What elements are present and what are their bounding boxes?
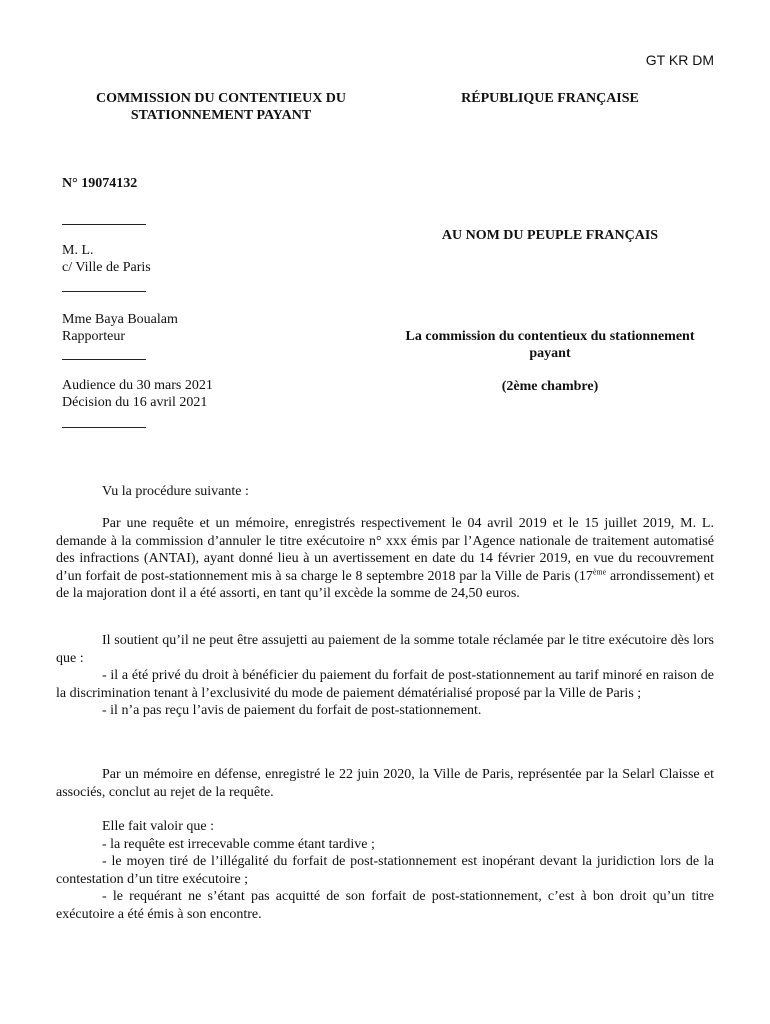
republic-header: RÉPUBLIQUE FRANÇAISE <box>461 91 639 106</box>
au-nom-heading: AU NOM DU PEUPLE FRANÇAIS <box>441 228 659 243</box>
decision-date: Décision du 16 avril 2021 <box>62 395 208 410</box>
intro-text: Vu la procédure suivante : <box>102 484 249 499</box>
chamber-heading: (2ème chambre) <box>501 379 599 394</box>
argument-item: - il n’a pas reçu l’avis de paiement du forfait de post-stationnement. <box>102 703 482 718</box>
defense-item: - le moyen tiré de l’illégalité du forfait de post-stationnement est inopérant devant la juridiction lors de la contestation d’un titre exécutoire ; <box>56 854 714 887</box>
separator <box>62 224 146 225</box>
request-text <box>56 515 714 603</box>
party-claimant: M. L. <box>62 243 94 258</box>
defense-intro: Elle fait valoir que : <box>102 819 214 834</box>
commission-line-1: COMMISSION DU CONTENTIEUX DU <box>95 91 347 106</box>
commission-body-line-1: La commission du contentieux du stationnement <box>405 329 695 344</box>
hearing-date: Audience du 30 mars 2021 <box>62 378 213 393</box>
commission-body-line-2: payant <box>529 346 571 361</box>
commission-header <box>62 90 380 124</box>
defense-text: Par un mémoire en défense, enregistré le 22 juin 2020, la Ville de Paris, représentée par la Selarl Claisse et associés, conclut au rejet de la requête. <box>56 767 714 800</box>
dates-block <box>62 377 213 411</box>
rapporteur-role: Rapporteur <box>62 329 125 344</box>
procedure-intro <box>56 483 714 501</box>
case-number: N° 19074132 <box>62 176 138 191</box>
paragraph-request <box>56 515 714 603</box>
paragraph-defense <box>56 766 714 801</box>
commission-line-2: STATIONNEMENT PAYANT <box>130 108 312 123</box>
commission-body-heading <box>385 328 715 362</box>
separator <box>62 359 146 360</box>
document-code: GT KR DM <box>645 52 714 68</box>
request-superscript: ème <box>592 566 607 576</box>
separator <box>62 427 146 428</box>
request-text-part-2: arrondissement) et de la majoration dont il a été assorti, en tant qu’il excède la somme de 24,50 euros. <box>56 568 715 601</box>
defense-item: - la requête est irrecevable comme étant tardive ; <box>102 836 375 852</box>
parties <box>62 242 151 276</box>
rapporteur-block <box>62 311 178 345</box>
argument-item: - il a été privé du droit à bénéficier du paiement du forfait de post-stationnement au tarif minoré en raison de la discrimination tenant à l’exclusivité du mode de paiement dématérialisé proposé par la Ville de Paris ; <box>56 668 714 701</box>
defense-item: - le requérant ne s’étant pas acquitté de son forfait de post-stationnement, c’est à bon droit qu’un titre exécutoire a été émis à son encontre. <box>56 889 714 922</box>
party-respondent: c/ Ville de Paris <box>62 260 151 275</box>
arguments-text: Il soutient qu’il ne peut être assujetti au paiement de la somme totale réclamée par le titre exécutoire dès lors que : <box>56 633 714 666</box>
paragraph-arguments <box>56 632 714 720</box>
paragraph-defense-arguments <box>56 818 714 923</box>
rapporteur-name: Mme Baya Boualam <box>62 312 178 327</box>
request-text-part-1: Par une requête et un mémoire, enregistrés respectivement le 04 avril 2019 et le 15 juillet 2019, M. L. demande à la commission d’annuler le titre exécutoire n° xxx émis par l’Agence nationale de traitement automatisé des infractions (ANTAI), ayant donné lieu à un avertissement en date du 14 février 2019, en vue du recouvrement d’un forfait de post-stationnement mis à sa charge le 8 septembre 2018 par la Ville de Paris (17 <box>56 516 714 584</box>
separator <box>62 291 146 292</box>
